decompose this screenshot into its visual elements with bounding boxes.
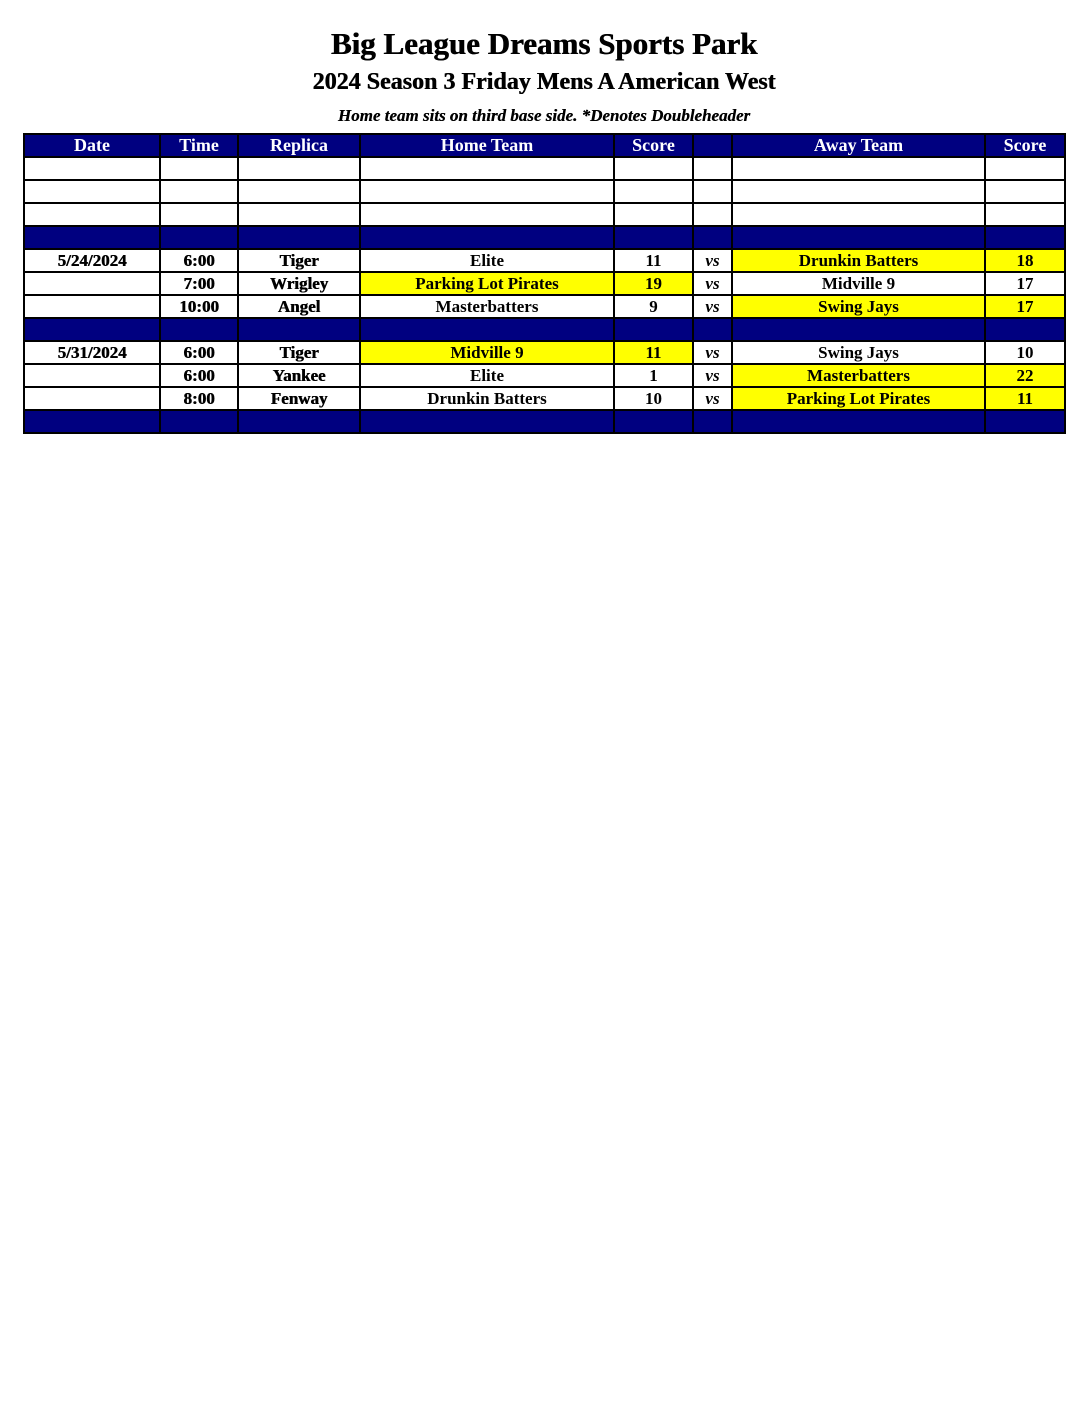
game-row (24, 272, 1065, 295)
vs-label: vs (693, 272, 732, 295)
schedule-note: Home team sits on third base side. *Denotes Doubleheader (337, 106, 751, 125)
game-date (24, 295, 160, 318)
separator-row (24, 410, 1065, 433)
column-header-time: Time (160, 134, 238, 157)
game-date: 5/31/2024 (24, 341, 160, 364)
page-title: Big League Dreams Sports Park (330, 26, 758, 61)
empty-row (24, 157, 1065, 180)
away-team: Masterbatters (732, 364, 985, 387)
game-row (24, 249, 1065, 272)
home-team: Masterbatters (360, 295, 614, 318)
column-header-home-team: Home Team (360, 134, 614, 157)
away-score: 10 (985, 341, 1065, 364)
vs-label: vs (693, 364, 732, 387)
game-date (24, 272, 160, 295)
vs-label: vs (693, 295, 732, 318)
home-score: 19 (614, 272, 693, 295)
page-subtitle: 2024 Season 3 Friday Mens A American West (312, 69, 776, 95)
game-time: 6:00 (160, 364, 238, 387)
home-team: Elite (360, 364, 614, 387)
away-team: Drunkin Batters (732, 249, 985, 272)
game-replica-field: Fenway (238, 387, 360, 410)
game-date: 5/24/2024 (24, 249, 160, 272)
game-time: 6:00 (160, 249, 238, 272)
separator-row (24, 318, 1065, 341)
game-time: 6:00 (160, 341, 238, 364)
away-score: 17 (985, 295, 1065, 318)
game-row (24, 341, 1065, 364)
game-replica-field: Tiger (238, 341, 360, 364)
vs-label: vs (693, 387, 732, 410)
game-replica-field: Tiger (238, 249, 360, 272)
away-score: 22 (985, 364, 1065, 387)
column-header-replica: Replica (238, 134, 360, 157)
home-team: Midville 9 (360, 341, 614, 364)
vs-label: vs (693, 341, 732, 364)
away-team: Midville 9 (732, 272, 985, 295)
game-date (24, 387, 160, 410)
home-score: 10 (614, 387, 693, 410)
home-score: 1 (614, 364, 693, 387)
game-time: 8:00 (160, 387, 238, 410)
away-team: Swing Jays (732, 295, 985, 318)
game-time: 7:00 (160, 272, 238, 295)
away-team: Parking Lot Pirates (732, 387, 985, 410)
home-team: Elite (360, 249, 614, 272)
game-replica-field: Yankee (238, 364, 360, 387)
column-header-away-team: Away Team (732, 134, 985, 157)
column-header-home-score: Score (614, 134, 693, 157)
empty-row (24, 203, 1065, 226)
schedule-table (23, 133, 1066, 434)
game-row (24, 295, 1065, 318)
away-score: 11 (985, 387, 1065, 410)
column-header-date: Date (24, 134, 160, 157)
column-header-away-score: Score (985, 134, 1065, 157)
table-header-row (24, 134, 1065, 157)
game-row (24, 387, 1065, 410)
game-replica-field: Angel (238, 295, 360, 318)
away-score: 17 (985, 272, 1065, 295)
game-replica-field: Wrigley (238, 272, 360, 295)
home-team: Drunkin Batters (360, 387, 614, 410)
game-date (24, 364, 160, 387)
empty-row (24, 180, 1065, 203)
vs-label: vs (693, 249, 732, 272)
home-score: 11 (614, 341, 693, 364)
home-score: 11 (614, 249, 693, 272)
game-row (24, 364, 1065, 387)
home-score: 9 (614, 295, 693, 318)
separator-row (24, 226, 1065, 249)
game-time: 10:00 (160, 295, 238, 318)
column-header-vs (693, 134, 732, 157)
away-score: 18 (985, 249, 1065, 272)
away-team: Swing Jays (732, 341, 985, 364)
schedule-body (24, 157, 1065, 433)
home-team: Parking Lot Pirates (360, 272, 614, 295)
